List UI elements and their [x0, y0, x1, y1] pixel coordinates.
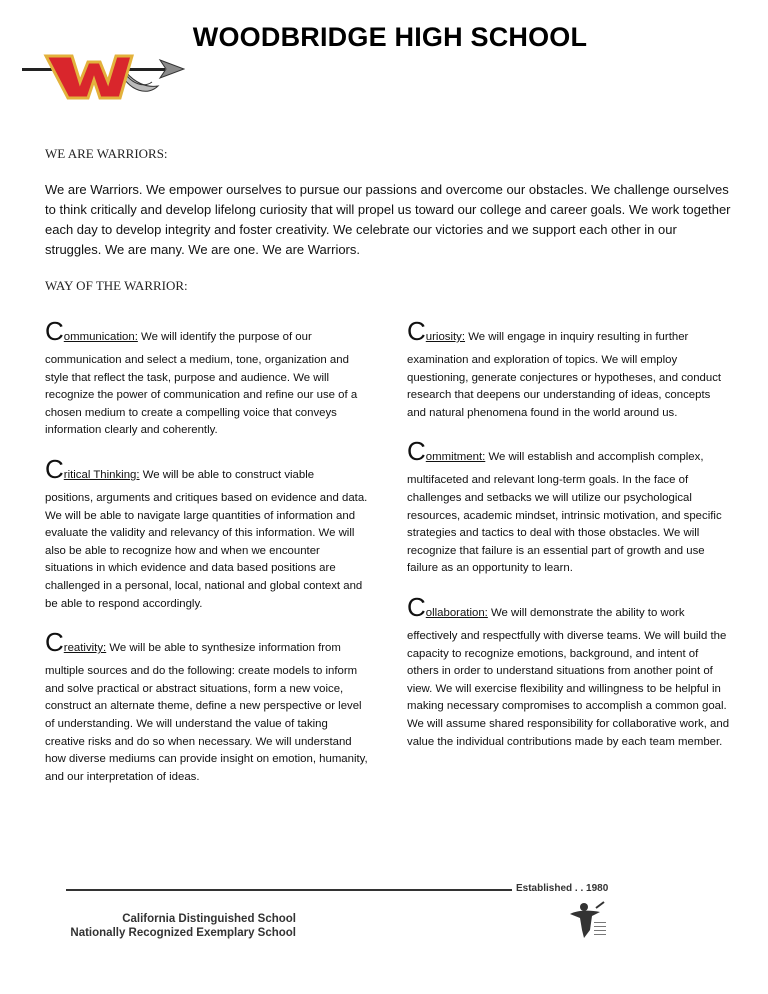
page-title: WOODBRIDGE HIGH SCHOOL: [192, 22, 588, 52]
established-label: Established . . 1980: [516, 883, 609, 894]
value-term: ollaboration:: [425, 606, 488, 619]
value-body: communication and select a medium, tone, organization and style that reflect the task, purpose and audience. We will recognize the power of communication and refine our use of a chosen medium to create a compelling voice that conveys information clearly and coherently.: [45, 354, 358, 437]
value-collaboration: [407, 591, 732, 751]
value-curiosity: [407, 318, 732, 422]
value-body: multifaceted and relevant long-term goals. In the face of challenges and setbacks we will utilize our psychological resources, academic mindset, intrinsic motivation, and specific strategies and tactics to deal with those obstacles. We will recognize that failure is an essential part of growth and use failure as an opportunity to learn.: [407, 474, 722, 575]
footer-line-1: California Distinguished School: [122, 913, 296, 925]
value-term: ommunication:: [63, 331, 138, 343]
value-first-line: We will establish and accomplish complex,: [485, 451, 704, 464]
warrior-logo-icon: [20, 52, 185, 102]
value-initial: C: [45, 627, 64, 658]
footer-line-2: Nationally Recognized Exemplary School: [70, 927, 296, 939]
intro-paragraph: We are Warriors. We empower ourselves to pursue our passions and overcome our obstacles. We challenge ourselves to think critically and develop lifelong curiosity that will propel us toward our college and career goals. We work together each day to develop integrity and foster creativity. We celebrate our victories and we support each other in our struggles. We are many. We are one. We are Warriors.: [45, 182, 731, 257]
value-first-line: We will be able to construct viable: [139, 468, 315, 481]
value-body: multiple sources and do the following: create models to inform and solve practical or abstract situations, form a new voice, construct an alternate theme, define a new perspective or level of understanding. We will understand the value of taking creative risks and do so when necessary. We will understand how diverse mediums can provide insight on emotion, humanity, and our interpretation of ideas.: [45, 665, 368, 783]
value-initial: C: [407, 316, 426, 346]
value-first-line: We will engage in inquiry resulting in further: [465, 331, 689, 343]
value-body: positions, arguments and critiques based on evidence and data. We will be able to navigate large quantities of information and evaluate the validity and relevancy of this information. We will also be able to recognize how and when we encounter situations in which evidence and data based positions are challenged in a personal, local, national and global context and be able to respond accordingly.: [45, 491, 368, 610]
value-first-line: We will identify the purpose of our: [137, 331, 312, 343]
value-initial: C: [407, 436, 426, 467]
value-critical-thinking: [45, 453, 370, 613]
left-column: [45, 318, 370, 786]
intro-heading: WE ARE WARRIORS:: [45, 146, 168, 161]
value-initial: C: [407, 591, 426, 622]
distinguished-school-emblem-icon: [566, 900, 610, 940]
value-initial: C: [45, 316, 64, 346]
value-body: examination and exploration of topics. We will employ questioning, generate conjectures or hypotheses, and conduct research that deepens our understanding of ideas, concepts and natural phenomena found in the world around us.: [407, 354, 722, 419]
value-first-line: We will be able to synthesize information from: [106, 642, 341, 655]
way-heading: WAY OF THE WARRIOR:: [45, 278, 188, 293]
value-body: effectively and respectfully with diverse teams. We will build the capacity to recognize emotions, background, and intent of others in order to understand situations from another point of view. We will exercise flexibility and willingness to be helpful in making necessary compromises to accomplish a common goal. We will assume shared responsibility for collaborative work, and value the individual contributions made by each team member.: [407, 629, 730, 748]
value-term: ritical Thinking:: [63, 468, 140, 481]
value-communication: [45, 318, 370, 440]
value-term: ommitment:: [425, 451, 486, 464]
value-term: reativity:: [63, 642, 107, 655]
footer-distinctions: [68, 912, 296, 940]
value-commitment: [407, 438, 732, 578]
value-initial: C: [45, 453, 64, 484]
value-creativity: [45, 629, 370, 786]
value-term: uriosity:: [425, 331, 466, 343]
footer-divider: [66, 889, 512, 891]
right-column: [407, 318, 732, 751]
value-first-line: We will demonstrate the ability to work: [487, 606, 685, 619]
